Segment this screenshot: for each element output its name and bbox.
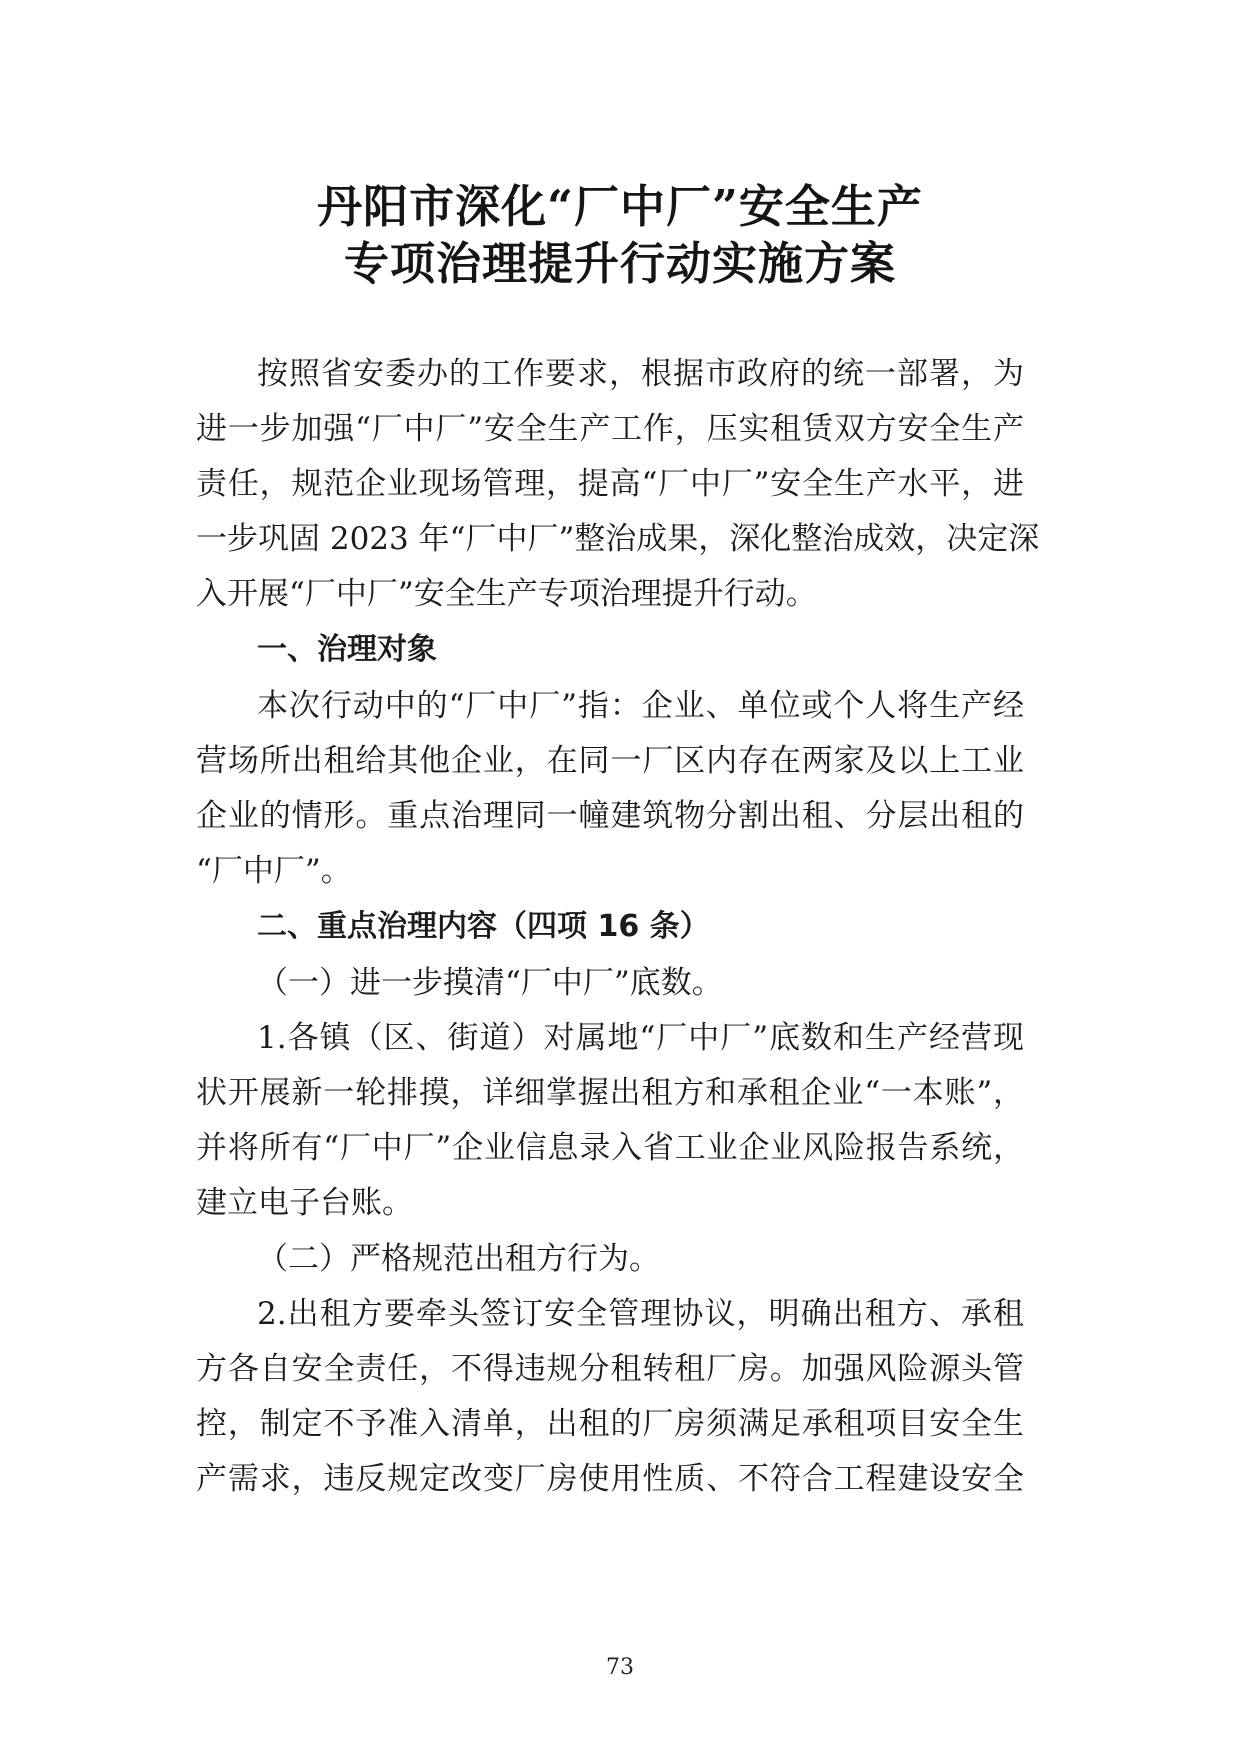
body-line: 企业的情形。重点治理同一幢建筑物分割出租、分层出租的 xyxy=(196,798,1024,834)
body-line: 责任，规范企业现场管理，提高“厂中厂”安全生产水平，进 xyxy=(196,466,1024,502)
body-line: 按照省安委办的工作要求，根据市政府的统一部署，为 xyxy=(257,356,1024,392)
subsection-heading: （二）严格规范出租方行为。 xyxy=(257,1241,660,1277)
document-title-line-1: 丹阳市深化“厂中厂”安全生产 xyxy=(317,180,923,233)
body-line: 建立电子台账。 xyxy=(196,1185,413,1221)
body-line: 状开展新一轮排摸，详细掌握出租方和承租企业“一本账”， xyxy=(196,1075,1024,1111)
body-line: 营场所出租给其他企业，在同一厂区内存在两家及以上工业 xyxy=(196,743,1024,779)
body-line: 并将所有“厂中厂”企业信息录入省工业企业风险报告系统， xyxy=(196,1130,1024,1166)
body-line: 进一步加强“厂中厂”安全生产工作，压实租赁双方安全生产 xyxy=(196,411,1024,447)
body-line: 2.出租方要牵头签订安全管理协议，明确出租方、承租 xyxy=(257,1296,1024,1332)
body-line: 本次行动中的“厂中厂”指：企业、单位或个人将生产经 xyxy=(257,688,1024,724)
document-title-line-2: 专项治理提升行动实施方案 xyxy=(343,237,896,290)
body-line: “厂中厂”。 xyxy=(196,853,352,889)
body-line: 控，制定不予准入清单，出租的厂房须满足承租项目安全生 xyxy=(196,1406,1024,1442)
body-line: 入开展“厂中厂”安全生产专项治理提升行动。 xyxy=(196,576,817,612)
body-line: 方各自安全责任，不得违规分租转租厂房。加强风险源头管 xyxy=(196,1351,1024,1387)
page-number: 73 xyxy=(606,1655,634,1680)
body-line: 产需求，违反规定改变厂房使用性质、不符合工程建设安全 xyxy=(196,1461,1024,1497)
body-line: 1.各镇（区、街道）对属地“厂中厂”底数和生产经营现 xyxy=(257,1020,1024,1056)
subsection-heading: （一）进一步摸清“厂中厂”底数。 xyxy=(257,965,723,1001)
body-line: 一步巩固 2023 年“厂中厂”整治成果，深化整治成效，决定深 xyxy=(196,521,1040,557)
section-heading: 一、治理对象 xyxy=(257,632,437,667)
section-heading: 二、重点治理内容（四项 16 条） xyxy=(257,909,710,944)
